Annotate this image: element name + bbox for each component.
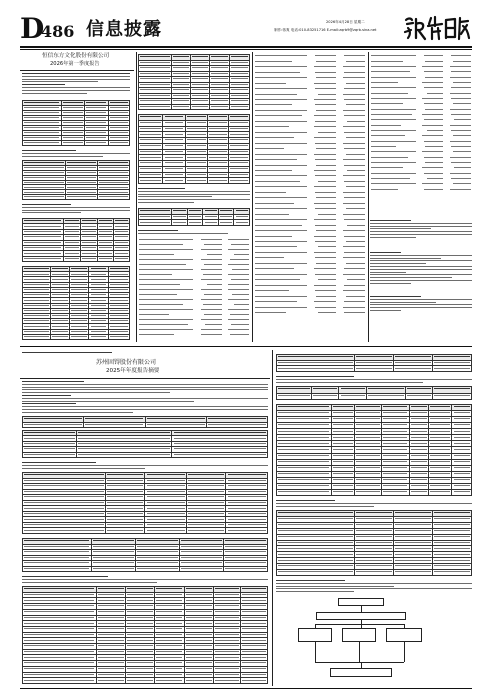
announcement-divider xyxy=(20,346,472,347)
masthead-rule xyxy=(20,46,472,48)
diagram-box xyxy=(342,628,376,642)
contact-table xyxy=(22,430,268,458)
section-title: 信息披露 xyxy=(86,19,162,40)
securities-daily-logo-icon xyxy=(402,12,472,44)
announcement-top-column-2 xyxy=(138,52,250,342)
bottom-rule xyxy=(20,688,472,689)
statement-labels xyxy=(138,238,194,338)
diagram-box xyxy=(386,628,422,642)
statement-values xyxy=(196,238,250,338)
shareholder-table xyxy=(22,586,268,684)
stock-info-table xyxy=(22,416,268,428)
income-statement xyxy=(370,52,472,342)
table xyxy=(138,114,250,184)
masthead-rule-thin xyxy=(20,49,472,50)
announcement-company-name: 苏州固锝股份有限公司 xyxy=(96,359,157,366)
table xyxy=(138,54,250,110)
editor-contact: 制作:蒋爽 电话:010-83251716 E-mail:zqrb9@zqrb.sina.net xyxy=(274,28,377,32)
announcement-report-title: 2025年年度报告摘要 xyxy=(106,368,160,374)
ownership-diagram xyxy=(296,598,426,682)
financial-table xyxy=(22,100,130,146)
balance-table xyxy=(22,266,130,340)
statement-rows xyxy=(370,54,472,214)
table xyxy=(276,354,472,372)
nonrecurring-table xyxy=(22,160,130,200)
page-letter: D xyxy=(20,12,45,45)
text-paragraph xyxy=(22,73,130,95)
key-financial-table xyxy=(22,472,268,534)
bond-table xyxy=(276,404,472,496)
announcement-bottom-left xyxy=(20,350,270,686)
diagram-box xyxy=(330,668,392,677)
diagram-box xyxy=(298,628,332,642)
issue-date: 2026年4月28日 星期二 xyxy=(326,20,365,24)
rating-table xyxy=(276,510,472,576)
table xyxy=(138,208,250,226)
text-paragraph xyxy=(22,381,268,415)
announcement-bottom-right xyxy=(276,350,472,686)
masthead xyxy=(20,14,472,44)
announcement-report-title: 2026年第一季度报告 xyxy=(50,61,100,67)
shareholder-table xyxy=(22,218,130,262)
announcement-company-name: 恒信东方文化股份有限公司 xyxy=(42,53,110,59)
diagram-box xyxy=(316,612,406,620)
statement-rows xyxy=(254,54,366,338)
cash-flow-statement xyxy=(254,52,366,342)
announcement-top-left xyxy=(20,52,134,342)
table xyxy=(276,386,472,400)
diagram-box xyxy=(338,598,384,606)
page-number: 486 xyxy=(41,22,75,41)
quarterly-table xyxy=(22,538,268,572)
